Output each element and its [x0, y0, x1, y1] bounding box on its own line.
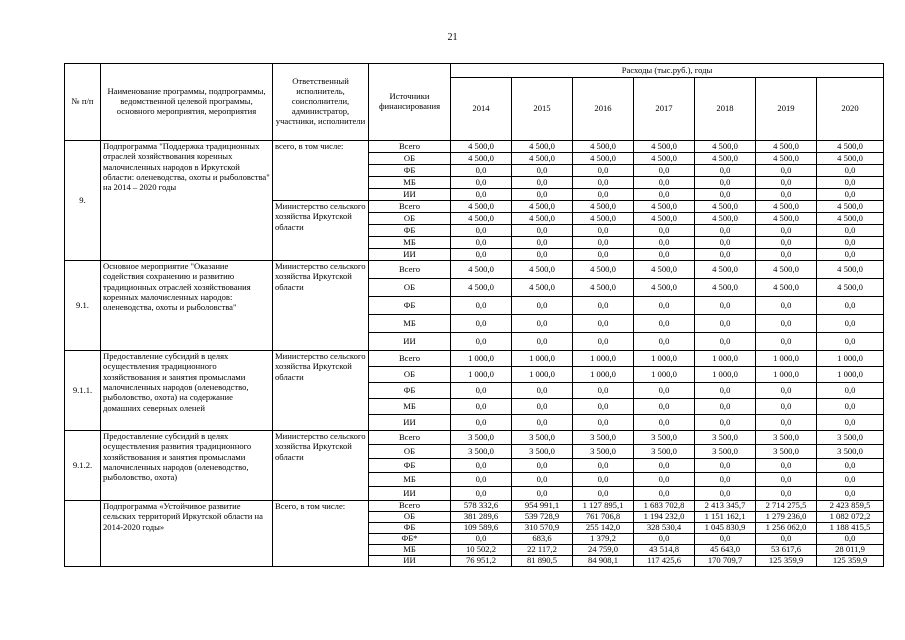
funding-source: Всего	[369, 431, 451, 445]
row-number	[65, 501, 101, 567]
expense-value: 1 127 895,1	[573, 501, 634, 512]
expense-value: 1 000,0	[695, 367, 756, 383]
expense-value: 4 500,0	[451, 201, 512, 213]
expense-value: 0,0	[756, 297, 817, 315]
expense-value: 3 500,0	[695, 431, 756, 445]
program-name: Основное мероприятие "Оказание содействия сохранению и развитию традиционных отраслей хозяйствования коренных малочисленных народов: оленеводства, охоты и рыболовства"	[101, 261, 273, 351]
expense-value: 4 500,0	[634, 261, 695, 279]
expense-value: 0,0	[512, 189, 573, 201]
expense-value: 255 142,0	[573, 523, 634, 534]
expense-value: 683,6	[512, 534, 573, 545]
expense-value: 0,0	[512, 459, 573, 473]
expense-value: 4 500,0	[695, 261, 756, 279]
expense-value: 328 530,4	[634, 523, 695, 534]
header-year: 2018	[695, 78, 756, 141]
expense-value: 4 500,0	[756, 279, 817, 297]
expense-value: 0,0	[451, 315, 512, 333]
expense-value: 0,0	[695, 249, 756, 261]
expense-value: 1 000,0	[512, 367, 573, 383]
expense-value: 0,0	[756, 165, 817, 177]
funding-source: ОБ	[369, 512, 451, 523]
table-row	[65, 501, 884, 512]
expense-value: 0,0	[817, 534, 884, 545]
expense-value: 0,0	[634, 237, 695, 249]
expense-value: 4 500,0	[512, 261, 573, 279]
expense-value: 125 359,9	[756, 556, 817, 567]
expense-value: 0,0	[512, 333, 573, 351]
expense-value: 0,0	[512, 487, 573, 501]
header-name: Наименование программы, подпрограммы, ведомственной целевой программы, основного мероприятия, мероприятия	[101, 64, 273, 141]
expense-value: 0,0	[817, 315, 884, 333]
expense-value: 0,0	[634, 225, 695, 237]
expense-value: 125 359,9	[817, 556, 884, 567]
expense-value: 0,0	[573, 249, 634, 261]
expense-value: 3 500,0	[634, 445, 695, 459]
expense-value: 0,0	[573, 487, 634, 501]
expense-value: 0,0	[451, 459, 512, 473]
expense-value: 84 908,1	[573, 556, 634, 567]
expense-value: 0,0	[695, 177, 756, 189]
funding-source: ФБ	[369, 297, 451, 315]
expense-value: 4 500,0	[817, 153, 884, 165]
expense-value: 0,0	[695, 383, 756, 399]
expense-value: 1 194 232,0	[634, 512, 695, 523]
expense-value: 4 500,0	[512, 153, 573, 165]
funding-source: Всего	[369, 351, 451, 367]
expense-value: 0,0	[817, 297, 884, 315]
expense-value: 0,0	[695, 473, 756, 487]
expense-value: 1 000,0	[695, 351, 756, 367]
expense-value: 4 500,0	[817, 279, 884, 297]
expense-value: 0,0	[817, 487, 884, 501]
funding-source: ИИ	[369, 487, 451, 501]
expense-value: 0,0	[634, 383, 695, 399]
expense-value: 3 500,0	[756, 445, 817, 459]
expense-value: 4 500,0	[634, 141, 695, 153]
expense-value: 4 500,0	[451, 141, 512, 153]
expense-value: 0,0	[634, 315, 695, 333]
expense-value: 4 500,0	[817, 261, 884, 279]
expense-value: 0,0	[451, 177, 512, 189]
expense-value: 0,0	[695, 225, 756, 237]
expense-value: 954 991,1	[512, 501, 573, 512]
expense-value: 0,0	[573, 165, 634, 177]
expense-value: 117 425,6	[634, 556, 695, 567]
table-row	[65, 431, 884, 445]
expense-value: 2 423 859,5	[817, 501, 884, 512]
funding-source: МБ	[369, 473, 451, 487]
expense-value: 1 000,0	[634, 351, 695, 367]
expense-value: 0,0	[573, 189, 634, 201]
expense-value: 0,0	[756, 249, 817, 261]
expense-value: 4 500,0	[634, 279, 695, 297]
funding-source: МБ	[369, 399, 451, 415]
expense-value: 4 500,0	[756, 213, 817, 225]
funding-source: ИИ	[369, 556, 451, 567]
expense-value: 4 500,0	[573, 141, 634, 153]
expense-value: 0,0	[756, 399, 817, 415]
expense-value: 1 000,0	[573, 351, 634, 367]
expense-value: 539 728,9	[512, 512, 573, 523]
funding-source: МБ	[369, 545, 451, 556]
expense-value: 0,0	[451, 249, 512, 261]
expense-value: 1 279 236,0	[756, 512, 817, 523]
expense-value: 0,0	[451, 534, 512, 545]
expense-value: 0,0	[512, 473, 573, 487]
expense-value: 0,0	[634, 487, 695, 501]
row-number: 9.1.2.	[65, 431, 101, 501]
responsible-executor: Министерство сельского хозяйства Иркутской области	[273, 351, 369, 431]
expense-value: 0,0	[634, 333, 695, 351]
funding-source: ИИ	[369, 249, 451, 261]
expense-value: 0,0	[573, 315, 634, 333]
funding-source: МБ	[369, 237, 451, 249]
expense-value: 0,0	[695, 297, 756, 315]
expense-value: 0,0	[634, 415, 695, 431]
expense-value: 0,0	[756, 333, 817, 351]
expense-value: 1 000,0	[756, 367, 817, 383]
expense-value: 0,0	[573, 473, 634, 487]
funding-source: МБ	[369, 177, 451, 189]
expense-value: 0,0	[634, 473, 695, 487]
expense-value: 0,0	[756, 415, 817, 431]
expense-value: 578 332,6	[451, 501, 512, 512]
expense-value: 4 500,0	[573, 279, 634, 297]
table-row	[65, 351, 884, 367]
expense-value: 0,0	[451, 487, 512, 501]
expense-value: 0,0	[573, 225, 634, 237]
expense-value: 4 500,0	[817, 141, 884, 153]
expense-value: 0,0	[634, 165, 695, 177]
expense-value: 761 706,8	[573, 512, 634, 523]
expense-value: 3 500,0	[817, 445, 884, 459]
expense-value: 4 500,0	[695, 153, 756, 165]
row-number: 9.1.1.	[65, 351, 101, 431]
expense-value: 0,0	[817, 189, 884, 201]
funding-source: Всего	[369, 261, 451, 279]
header-year: 2015	[512, 78, 573, 141]
expense-value: 3 500,0	[756, 431, 817, 445]
expense-value: 0,0	[451, 399, 512, 415]
expense-value: 3 500,0	[695, 445, 756, 459]
responsible-executor: Всего, в том числе:	[273, 501, 369, 567]
expense-value: 0,0	[695, 165, 756, 177]
funding-source: ФБ	[369, 523, 451, 534]
expense-value: 24 759,0	[573, 545, 634, 556]
expense-value: 3 500,0	[451, 431, 512, 445]
expense-value: 0,0	[451, 297, 512, 315]
expense-value: 0,0	[695, 315, 756, 333]
expense-value: 0,0	[634, 534, 695, 545]
funding-source: ФБ	[369, 225, 451, 237]
expense-value: 0,0	[634, 177, 695, 189]
expense-value: 3 500,0	[573, 431, 634, 445]
expense-value: 2 714 275,5	[756, 501, 817, 512]
expense-value: 0,0	[817, 177, 884, 189]
expense-value: 4 500,0	[634, 153, 695, 165]
expense-value: 0,0	[695, 189, 756, 201]
funding-source: Всего	[369, 501, 451, 512]
expense-value: 0,0	[512, 315, 573, 333]
expense-value: 4 500,0	[695, 213, 756, 225]
header-year: 2020	[817, 78, 884, 141]
expense-value: 0,0	[512, 399, 573, 415]
program-name: Предоставление субсидий в целях осуществления традиционного хозяйствования и занятия промыслами малочисленных народов (оленеводство, рыболовство, охота) на содержание домашних северных оленей	[101, 351, 273, 431]
row-number: 9.	[65, 141, 101, 261]
expense-value: 0,0	[634, 189, 695, 201]
expense-value: 1 000,0	[573, 367, 634, 383]
table-row	[65, 261, 884, 279]
expense-value: 0,0	[695, 333, 756, 351]
expense-value: 4 500,0	[451, 279, 512, 297]
funding-source: ИИ	[369, 415, 451, 431]
expense-value: 4 500,0	[817, 213, 884, 225]
expense-value: 0,0	[573, 177, 634, 189]
expense-value: 2 413 345,7	[695, 501, 756, 512]
expense-value: 0,0	[695, 459, 756, 473]
header-year: 2019	[756, 78, 817, 141]
funding-source: ИИ	[369, 333, 451, 351]
expense-value: 0,0	[817, 459, 884, 473]
expense-value: 3 500,0	[512, 445, 573, 459]
expense-value: 0,0	[573, 237, 634, 249]
header-sources: Источники финансирования	[369, 64, 451, 141]
funding-source: ФБ	[369, 383, 451, 399]
expense-value: 0,0	[451, 383, 512, 399]
expense-value: 0,0	[695, 534, 756, 545]
funding-source: МБ	[369, 315, 451, 333]
expense-value: 0,0	[634, 399, 695, 415]
expense-value: 0,0	[512, 383, 573, 399]
funding-source: ФБ*	[369, 534, 451, 545]
page-number: 21	[447, 32, 458, 43]
funding-source: Всего	[369, 201, 451, 213]
expense-value: 4 500,0	[634, 201, 695, 213]
expense-value: 0,0	[512, 237, 573, 249]
expense-value: 0,0	[817, 237, 884, 249]
expense-value: 0,0	[756, 383, 817, 399]
expense-value: 4 500,0	[695, 279, 756, 297]
header-expenses: Расходы (тыс.руб.), годы	[451, 64, 884, 78]
expense-value: 1 045 830,9	[695, 523, 756, 534]
expense-value: 1 000,0	[756, 351, 817, 367]
expense-value: 170 709,7	[695, 556, 756, 567]
header-year: 2014	[451, 78, 512, 141]
expense-value: 4 500,0	[512, 213, 573, 225]
expense-value: 1 256 062,0	[756, 523, 817, 534]
expense-value: 0,0	[756, 487, 817, 501]
expense-value: 4 500,0	[512, 201, 573, 213]
expense-value: 4 500,0	[756, 261, 817, 279]
expense-value: 4 500,0	[634, 213, 695, 225]
expense-value: 1 000,0	[817, 367, 884, 383]
expense-value: 4 500,0	[451, 213, 512, 225]
expense-value: 53 617,6	[756, 545, 817, 556]
expense-value: 0,0	[756, 237, 817, 249]
expense-value: 0,0	[573, 297, 634, 315]
expense-value: 3 500,0	[512, 431, 573, 445]
expense-value: 1 000,0	[451, 367, 512, 383]
expense-value: 1 379,2	[573, 534, 634, 545]
expense-value: 3 500,0	[817, 431, 884, 445]
header-year: 2017	[634, 78, 695, 141]
expense-value: 0,0	[756, 225, 817, 237]
expense-value: 1 000,0	[512, 351, 573, 367]
expense-value: 0,0	[451, 415, 512, 431]
table-row	[65, 141, 884, 153]
expense-value: 0,0	[512, 165, 573, 177]
expense-value: 1 683 702,8	[634, 501, 695, 512]
expense-value: 0,0	[695, 399, 756, 415]
funding-source: ФБ	[369, 459, 451, 473]
funding-source: ОБ	[369, 445, 451, 459]
expense-value: 0,0	[756, 177, 817, 189]
expense-value: 4 500,0	[573, 261, 634, 279]
funding-source: ОБ	[369, 279, 451, 297]
expense-value: 0,0	[512, 249, 573, 261]
funding-source: Всего	[369, 141, 451, 153]
expense-value: 4 500,0	[756, 201, 817, 213]
expense-value: 0,0	[817, 415, 884, 431]
expense-value: 43 514,8	[634, 545, 695, 556]
expense-value: 0,0	[451, 333, 512, 351]
funding-source: ОБ	[369, 367, 451, 383]
expense-value: 381 289,6	[451, 512, 512, 523]
funding-source: ОБ	[369, 213, 451, 225]
expense-value: 0,0	[451, 473, 512, 487]
expense-value: 4 500,0	[756, 141, 817, 153]
program-name: Подпрограмма "Поддержка традиционных отраслей хозяйствования коренных малочисленных народов в Иркутской области: оленеводства, охоты и рыболовства" на 2014 – 2020 годы	[101, 141, 273, 261]
expense-value: 4 500,0	[451, 261, 512, 279]
expense-value: 1 000,0	[634, 367, 695, 383]
expense-value: 0,0	[573, 459, 634, 473]
expense-value: 4 500,0	[756, 153, 817, 165]
responsible-executor: Министерство сельского хозяйства Иркутской области	[273, 201, 369, 261]
expense-value: 4 500,0	[695, 141, 756, 153]
expense-value: 0,0	[756, 189, 817, 201]
expense-value: 1 000,0	[451, 351, 512, 367]
expense-value: 0,0	[451, 225, 512, 237]
expense-value: 0,0	[573, 399, 634, 415]
expense-value: 0,0	[817, 399, 884, 415]
expense-value: 0,0	[695, 415, 756, 431]
row-number: 9.1.	[65, 261, 101, 351]
expense-value: 10 502,2	[451, 545, 512, 556]
expense-value: 3 500,0	[634, 431, 695, 445]
expense-value: 4 500,0	[512, 279, 573, 297]
expense-value: 0,0	[817, 165, 884, 177]
funding-source: ФБ	[369, 165, 451, 177]
expense-value: 4 500,0	[451, 153, 512, 165]
expense-value: 4 500,0	[817, 201, 884, 213]
expense-value: 4 500,0	[573, 213, 634, 225]
expense-value: 0,0	[573, 333, 634, 351]
expense-value: 0,0	[573, 415, 634, 431]
table-header	[65, 64, 884, 141]
expense-value: 0,0	[512, 177, 573, 189]
expense-value: 81 890,5	[512, 556, 573, 567]
expense-value: 0,0	[817, 249, 884, 261]
expense-value: 3 500,0	[451, 445, 512, 459]
expense-value: 4 500,0	[573, 201, 634, 213]
expense-value: 0,0	[451, 189, 512, 201]
expense-value: 0,0	[634, 459, 695, 473]
expense-value: 0,0	[695, 487, 756, 501]
expense-value: 1 082 072,2	[817, 512, 884, 523]
expense-value: 0,0	[451, 165, 512, 177]
expense-value: 0,0	[756, 473, 817, 487]
expense-value: 28 011,9	[817, 545, 884, 556]
responsible-executor: всего, в том числе:	[273, 141, 369, 201]
expense-value: 1 151 162,1	[695, 512, 756, 523]
expense-value: 45 643,0	[695, 545, 756, 556]
expense-value: 0,0	[512, 415, 573, 431]
program-name: Подпрограмма «Устойчивое развитие сельских территорий Иркутской области на 2014-2020 годы»	[101, 501, 273, 567]
expense-value: 4 500,0	[695, 201, 756, 213]
expense-value: 3 500,0	[573, 445, 634, 459]
expense-value: 0,0	[817, 383, 884, 399]
expense-value: 0,0	[817, 333, 884, 351]
funding-source: ИИ	[369, 189, 451, 201]
expense-value: 0,0	[451, 237, 512, 249]
expense-value: 0,0	[634, 249, 695, 261]
responsible-executor: Министерство сельского хозяйства Иркутской области	[273, 431, 369, 501]
expense-value: 4 500,0	[573, 153, 634, 165]
expense-value: 0,0	[817, 225, 884, 237]
header-year: 2016	[573, 78, 634, 141]
expense-value: 1 188 415,5	[817, 523, 884, 534]
expense-value: 0,0	[512, 225, 573, 237]
expense-value: 22 117,2	[512, 545, 573, 556]
expense-value: 0,0	[512, 297, 573, 315]
expense-value: 0,0	[756, 534, 817, 545]
funding-source: ОБ	[369, 153, 451, 165]
budget-table	[64, 63, 884, 567]
header-num: № п/п	[65, 64, 101, 141]
expense-value: 1 000,0	[817, 351, 884, 367]
expense-value: 0,0	[695, 237, 756, 249]
expense-value: 310 570,9	[512, 523, 573, 534]
expense-value: 0,0	[634, 297, 695, 315]
expense-value: 0,0	[756, 459, 817, 473]
expense-value: 0,0	[756, 315, 817, 333]
expense-value: 109 589,6	[451, 523, 512, 534]
program-name: Предоставление субсидий в целях осуществления развития традиционного хозяйствования и занятия промыслами малочисленных народов (оленеводство, рыболовство, охота)	[101, 431, 273, 501]
responsible-executor: Министерство сельского хозяйства Иркутской области	[273, 261, 369, 351]
expense-value: 0,0	[573, 383, 634, 399]
expense-value: 4 500,0	[512, 141, 573, 153]
header-responsible: Ответственный исполнитель, соисполнители, администратор, участники, исполнители	[273, 64, 369, 141]
expense-value: 0,0	[817, 473, 884, 487]
expense-value: 76 951,2	[451, 556, 512, 567]
